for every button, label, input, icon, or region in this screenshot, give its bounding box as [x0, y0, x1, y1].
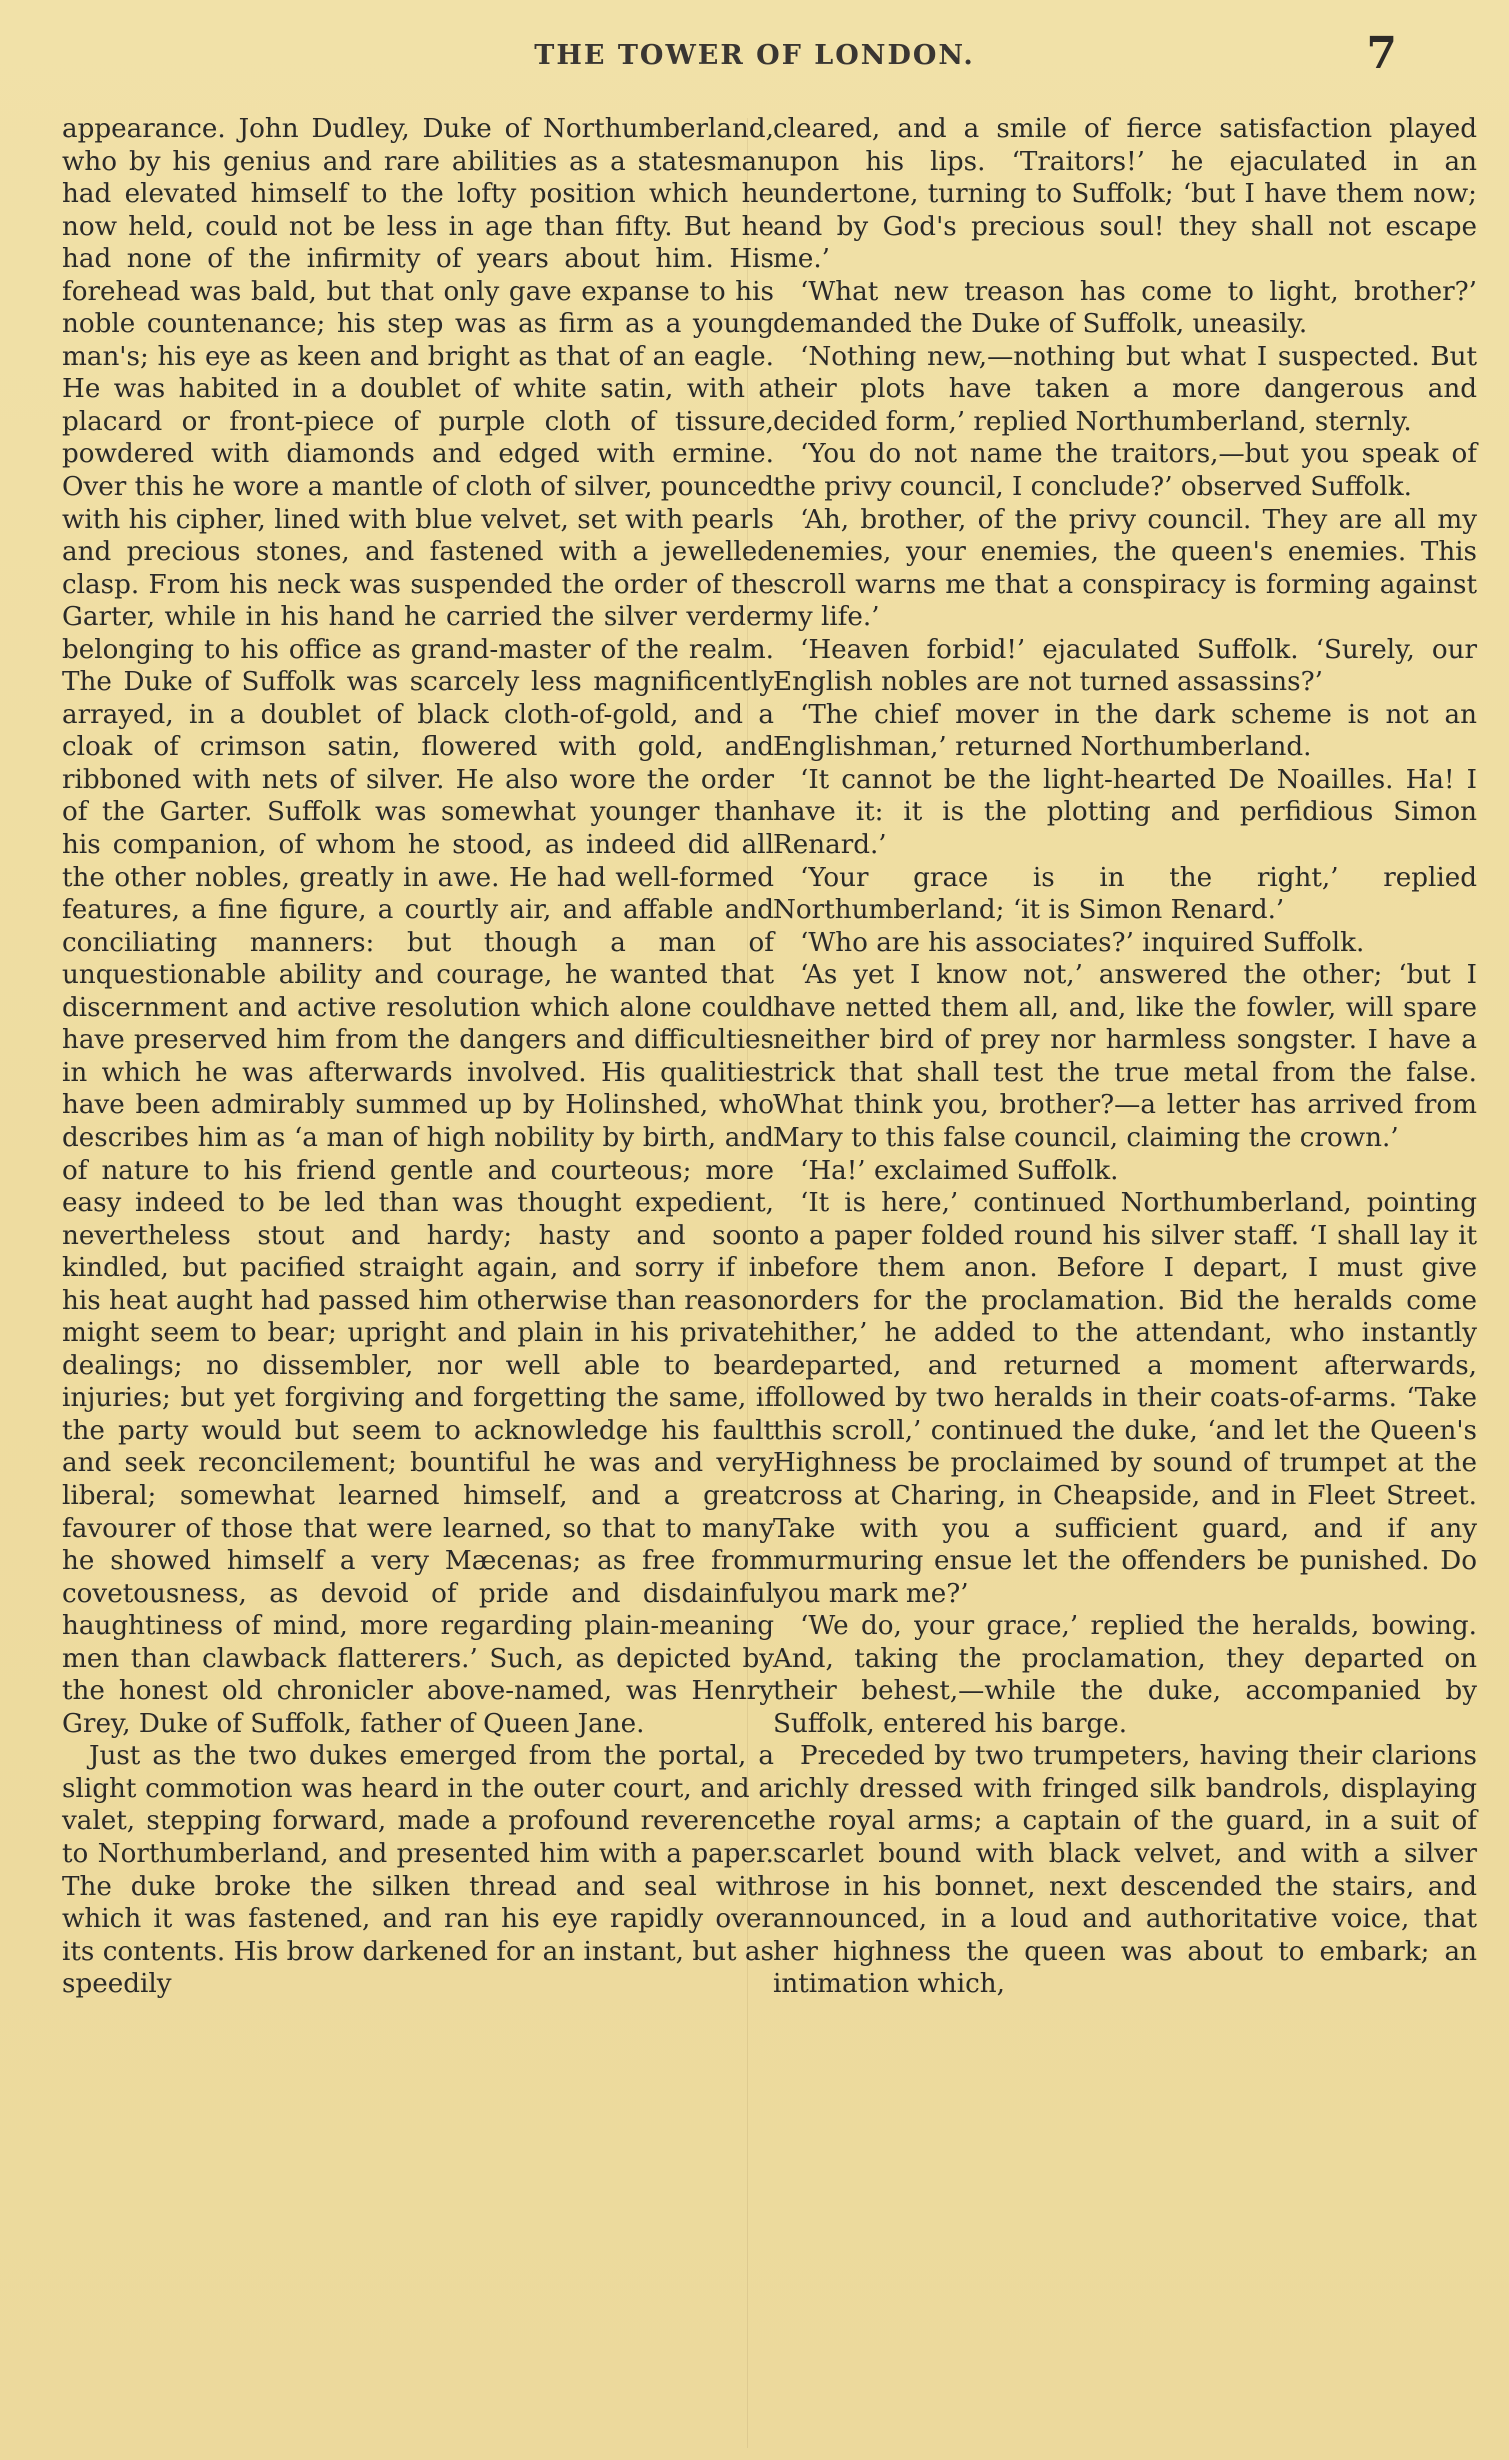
paragraph: ‘You do not name the traitors,—but you speak of the privy council, I conclude?’ observed Suffolk. [773, 439, 1477, 503]
paragraph: appearance. John Dudley, Duke of Northumberland, who by his genius and rare abilities as a statesman had elevated himself to the lofty position which he now held, could not be less in age than fifty. But he had none of the infirmity of years about him. His forehead was bald, but that only gave expanse to his noble countenance; his step was as firm as a young man's; his eye as keen and bright as that of an eagle. He was habited in a doublet of white satin, with a placard or front-piece of purple cloth of tissure, powdered with diamonds and edged with ermine. Over this he wore a mantle of cloth of silver, pounced with his cipher, lined with blue velvet, set with pearls and precious stones, and fastened with a jewelled clasp. From his neck was suspended the order of the Garter, while in his hand he carried the silver verder belonging to his office as grand-master of the realm. The Duke of Suffolk was scarcely less magnificently arrayed, in a doublet of black cloth-of-gold, and a cloak of crimson satin, flowered with gold, and ribboned with nets of silver. He also wore the order of the Garter. Suffolk was somewhat younger than his companion, of whom he stood, as indeed did all the other nobles, greatly in awe. He had well-formed features, a fine figure, a courtly air, and affable and conciliating manners: but though a man of unquestionable ability and courage, he wanted that discernment and active resolution which alone could have preserved him from the dangers and difficulties in which he was afterwards involved. His qualities have been admirably summed up by Holinshed, who describes him as ‘a man of high nobility by birth, and of nature to his friend gentle and courteous; more easy indeed to be led than was thought expedient, nevertheless stout and hardy; hasty and soon kindled, but pacified straight again, and sorry if in his heat aught had passed him otherwise than reason might seem to bear; upright and plain in his private dealings; no dissembler, nor well able to bear injuries; but yet forgiving and forgetting the same, if the party would but seem to acknowledge his fault and seek reconcilement; bountiful he was and very liberal; somewhat learned himself, and a great favourer of those that were learned, so that to many he showed himself a very Mæcenas; as free from covetousness, as devoid of pride and disdainful haughtiness of mind, more regarding plain-meaning men than clawback flatterers.’ Such, as depicted by the honest old chronicler above-named, was Henry Grey, Duke of Suffolk, father of Queen Jane. [62, 114, 774, 1739]
paragraph: ‘It cannot be the light-hearted De Noailles. Ha! I have it: it is the plotting and perfidious Simon Renard.’ [773, 764, 1477, 861]
running-title: THE TOWER OF LONDON. [534, 40, 975, 71]
paragraph: Preceded by two trumpeters, having their clarions richly dressed with fringed silk bandrols, displaying the royal arms; a captain of the guard, in a suit of scarlet bound with black velvet, and with a silver rose in his bonnet, next descended the stairs, and announced, in a loud and authoritative voice, that her highness the queen was about to embark; an intimation which, [773, 1741, 1477, 2000]
page-number: 7 [1366, 28, 1397, 79]
paragraph: ‘It is here,’ continued Northumberland, pointing to a paper folded round his silver staff. ‘I shall lay it before them anon. Before I depart, I must give orders for the proclamation. Bid the heralds come hither,’ he added to the attendant, who instantly departed, and returned a moment afterwards, followed by two heralds in their coats-of-arms. ‘Take this scroll,’ continued the duke, ‘and let the Queen's Highness be proclaimed by sound of trumpet at the cross at Charing, in Cheapside, and in Fleet Street. Take with you a sufficient guard, and if any murmuring ensue let the offenders be punished. Do you mark me?’ [773, 1188, 1477, 1609]
paragraph: ‘What new treason has come to light, brother?’ demanded the Duke of Suffolk, uneasily. [773, 276, 1477, 340]
left-column [62, 113, 774, 2001]
paragraph: ‘Who are his associates?’ inquired Suffolk. [800, 927, 1365, 958]
paragraph: ‘Your grace is in the right,’ replied Northumberland; ‘it is Simon Renard.’ [773, 862, 1477, 926]
paragraph: Just as the two dukes emerged from the portal, a slight commotion was heard in the outer court, and a valet, stepping forward, made a profound reverence to Northumberland, and presented him with a paper. The duke broke the silken thread and seal with which it was fastened, and ran his eye rapidly over its contents. His brow darkened for an instant, but as speedily [62, 1741, 774, 2000]
paragraph: ‘As yet I know not,’ answered the other; ‘but I have netted them all, and, like the fowler, will spare neither bird of prey nor harmless songster. I have a trick that shall test the true metal from the false. What think you, brother?—a letter has arrived from Mary to this false council, claiming the crown.’ [773, 960, 1477, 1153]
paragraph: ‘The chief mover in the dark scheme is not an Englishman,’ returned Northumberland. [773, 699, 1477, 763]
paragraph: ‘We do, your grace,’ replied the heralds, bowing. And, taking the proclamation, they departed on their behest,—while the duke, accompanied by Suffolk, entered his barge. [773, 1611, 1477, 1739]
paragraph: cleared, and a smile of fierce satisfaction played upon his lips. ‘Traitors!’ he ejaculated in an undertone, turning to Suffolk; ‘but I have them now; and by God's precious soul! they shall not escape me.’ [773, 114, 1477, 275]
paragraph: ‘Heaven forbid!’ ejaculated Suffolk. ‘Surely, our English nobles are not turned assassins?’ [773, 634, 1477, 698]
paragraph: ‘Nothing new,—nothing but what I suspected. But their plots have taken a more dangerous and decided form,’ replied Northumberland, sternly. [773, 341, 1477, 437]
paragraph: ‘Ha!’ exclaimed Suffolk. [800, 1155, 1119, 1186]
running-head [0, 30, 1509, 80]
right-column [773, 113, 1477, 2001]
paragraph: ‘Ah, brother, of the privy council. They are all my enemies, your enemies, the queen's enemies. This scroll warns me that a conspiracy is forming against my life.’ [773, 504, 1477, 633]
